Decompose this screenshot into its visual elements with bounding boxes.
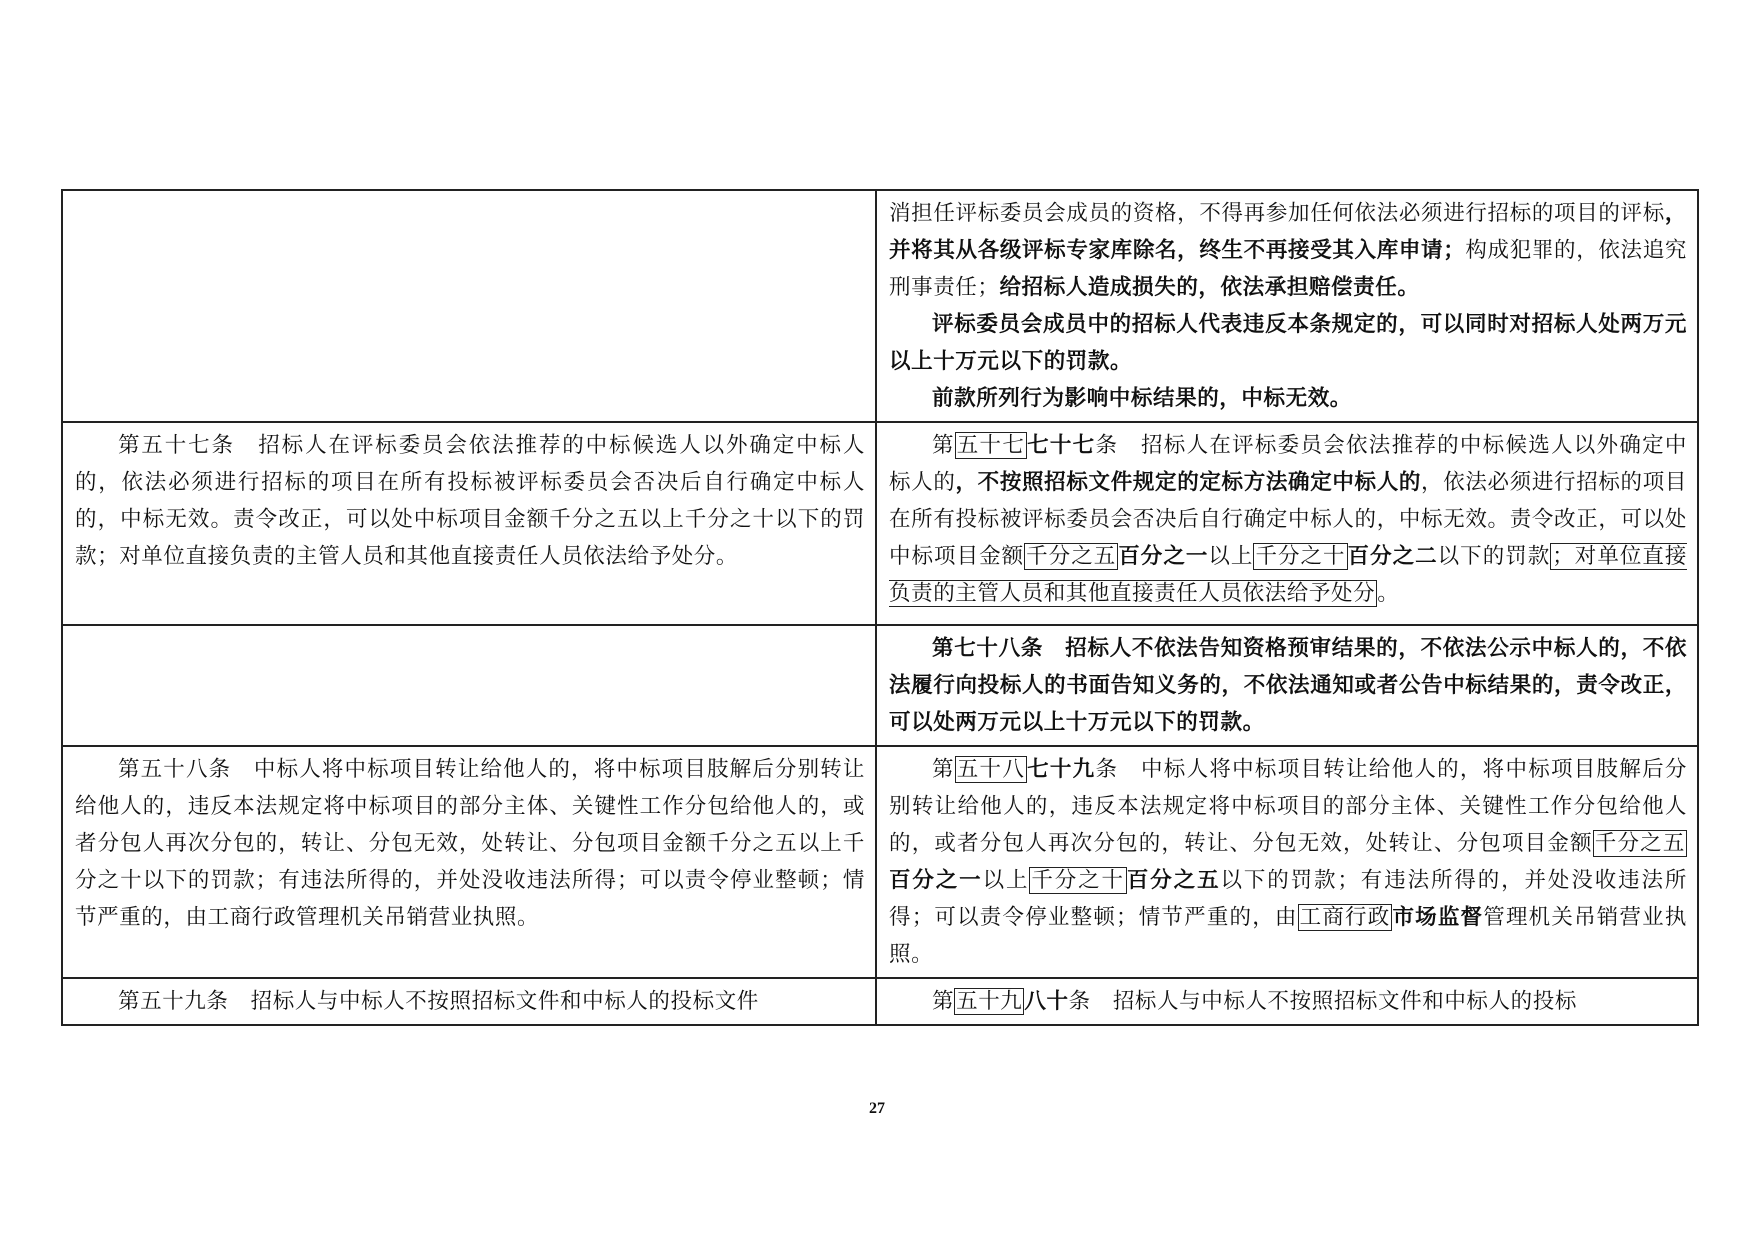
clause-paragraph (75, 751, 865, 936)
clause-paragraph (75, 427, 865, 575)
deleted-text: 五十八 (956, 757, 1026, 782)
added-text: 市场监督 (1392, 905, 1484, 930)
original-text-cell (62, 190, 876, 422)
original-text-cell (62, 978, 876, 1025)
added-text: 百分之一 (889, 868, 983, 893)
deleted-text: 千分之五 (1026, 544, 1117, 569)
clause-paragraph (889, 751, 1687, 973)
clause-paragraph (889, 427, 1687, 612)
clause-paragraph (889, 380, 1687, 417)
clause-text: 第五十七条 招标人在评标委员会依法推荐的中标候选人以外确定中标人的，依法必须进行招标的项目在所有投标被评标委员会否决后自行确定中标人的，中标无效。责令改正，可以处中标项目金额千分之五以上千分之十以下的罚款；对单位直接负责的主管人员和其他直接责任人员依法给予处分。 (75, 433, 865, 569)
added-text: 评标委员会成员中的招标人代表违反本条规定的，可以同时对招标人处两万元以上十万元以下的罚款。 (889, 312, 1687, 374)
clause-text: 条 招标人与中标人不按照招标文件和中标人的投标 (1068, 989, 1577, 1014)
table-row (62, 978, 1698, 1025)
deleted-text: 五十九 (956, 989, 1023, 1014)
clause-text: 第五十九条 招标人与中标人不按照招标文件和中标人的投标文件 (118, 989, 759, 1014)
deleted-text: 五十七 (956, 433, 1026, 458)
clause-paragraph (889, 306, 1687, 380)
deleted-text: 千分之五 (1594, 831, 1685, 856)
revised-text-cell (876, 422, 1698, 625)
clause-text: 条 招标人在评标委员会依法推荐的中标候选人以外确定中标人的 (889, 433, 1687, 495)
table-row (62, 422, 1698, 625)
table-row (62, 625, 1698, 746)
clause-text: 第 (932, 433, 955, 458)
clause-text: 构成犯罪的，依法追究刑事责任； (889, 238, 1687, 300)
added-text: 前款所列行为影响中标结果的，中标无效。 (932, 386, 1352, 411)
clause-text: 。 (1377, 581, 1400, 606)
clause-paragraph (889, 195, 1687, 306)
added-text: 百分之二 (1347, 544, 1438, 569)
clause-text: 以下的罚款；有违法所得的，并处没收违法所得；可以责令停业整顿；情节严重的，由 (889, 868, 1687, 930)
added-text: 给招标人造成损失的，依法承担赔偿责任。 (999, 275, 1420, 300)
clause-paragraph (889, 630, 1687, 741)
clause-text: ，依法必须进行招标的项目在所有投标被评标委员会否决后自行确定中标人的，中标无效。责令改正，可以处中标项目金额 (889, 470, 1687, 569)
clause-text: 条 中标人将中标项目转让给他人的，将中标项目肢解后分别转让给他人的，违反本法规定将中标项目的部分主体、关键性工作分包给他人的，或者分包人再次分包的，转让、分包无效，处转让、分包项目金额 (889, 757, 1687, 856)
deleted-text: 工商行政 (1299, 905, 1391, 930)
clause-text: 消担任评标委员会成员的资格，不得再参加任何依法必须进行招标的项目的评标 (889, 201, 1665, 226)
added-text: 八十 (1024, 989, 1069, 1014)
original-text-cell (62, 625, 876, 746)
clause-text: 以上 (1208, 544, 1254, 569)
clause-text: 第 (932, 989, 955, 1014)
page-number: 27 (869, 1100, 885, 1117)
revised-text-cell (876, 190, 1698, 422)
clause-text: 以下的罚款 (1437, 544, 1551, 569)
added-text: 七十九 (1027, 757, 1096, 782)
original-text-cell (62, 746, 876, 978)
clause-paragraph (75, 983, 865, 1020)
revised-text-cell (876, 625, 1698, 746)
clause-text: 第 (932, 757, 955, 782)
law-comparison-table (61, 189, 1699, 1026)
deleted-text: ；对单位直接负责的主管人员和其他直接责任人员依法给予处分 (889, 544, 1688, 606)
clause-paragraph (889, 983, 1687, 1020)
added-text: 百分之一 (1118, 544, 1209, 569)
added-text: 第七十八条 招标人不依法告知资格预审结果的，不依法公示中标人的，不依法履行向投标人的书面告知义务的，不依法通知或者公告中标结果的，责令改正，可以处两万元以上十万元以下的罚款。 (889, 636, 1687, 735)
added-text: 七十七 (1027, 433, 1096, 458)
original-text-cell (62, 422, 876, 625)
added-text: 百分之五 (1126, 868, 1221, 893)
clause-text: 以上 (982, 868, 1030, 893)
deleted-text: 千分之十 (1031, 868, 1125, 893)
table-body (62, 190, 1698, 1025)
added-text: ，不按照招标文件规定的定标方法确定中标人的 (955, 470, 1422, 495)
revised-text-cell (876, 978, 1698, 1025)
table-row (62, 746, 1698, 978)
added-text: ，并将其从各级评标专家库除名，终生不再接受其入库申请； (889, 201, 1687, 263)
deleted-text: 千分之十 (1255, 544, 1346, 569)
revised-text-cell (876, 746, 1698, 978)
clause-text: 管理机关吊销营业执照。 (889, 905, 1687, 967)
clause-text: 第五十八条 中标人将中标项目转让给他人的，将中标项目肢解后分别转让给他人的，违反本法规定将中标项目的部分主体、关键性工作分包给他人的，或者分包人再次分包的，转让、分包无效，处转让、分包项目金额千分之五以上千分之十以下的罚款；有违法所得的，并处没收违法所得；可以责令停业整顿；情节严重的，由工商行政管理机关吊销营业执照。 (75, 757, 865, 930)
table-row (62, 190, 1698, 422)
